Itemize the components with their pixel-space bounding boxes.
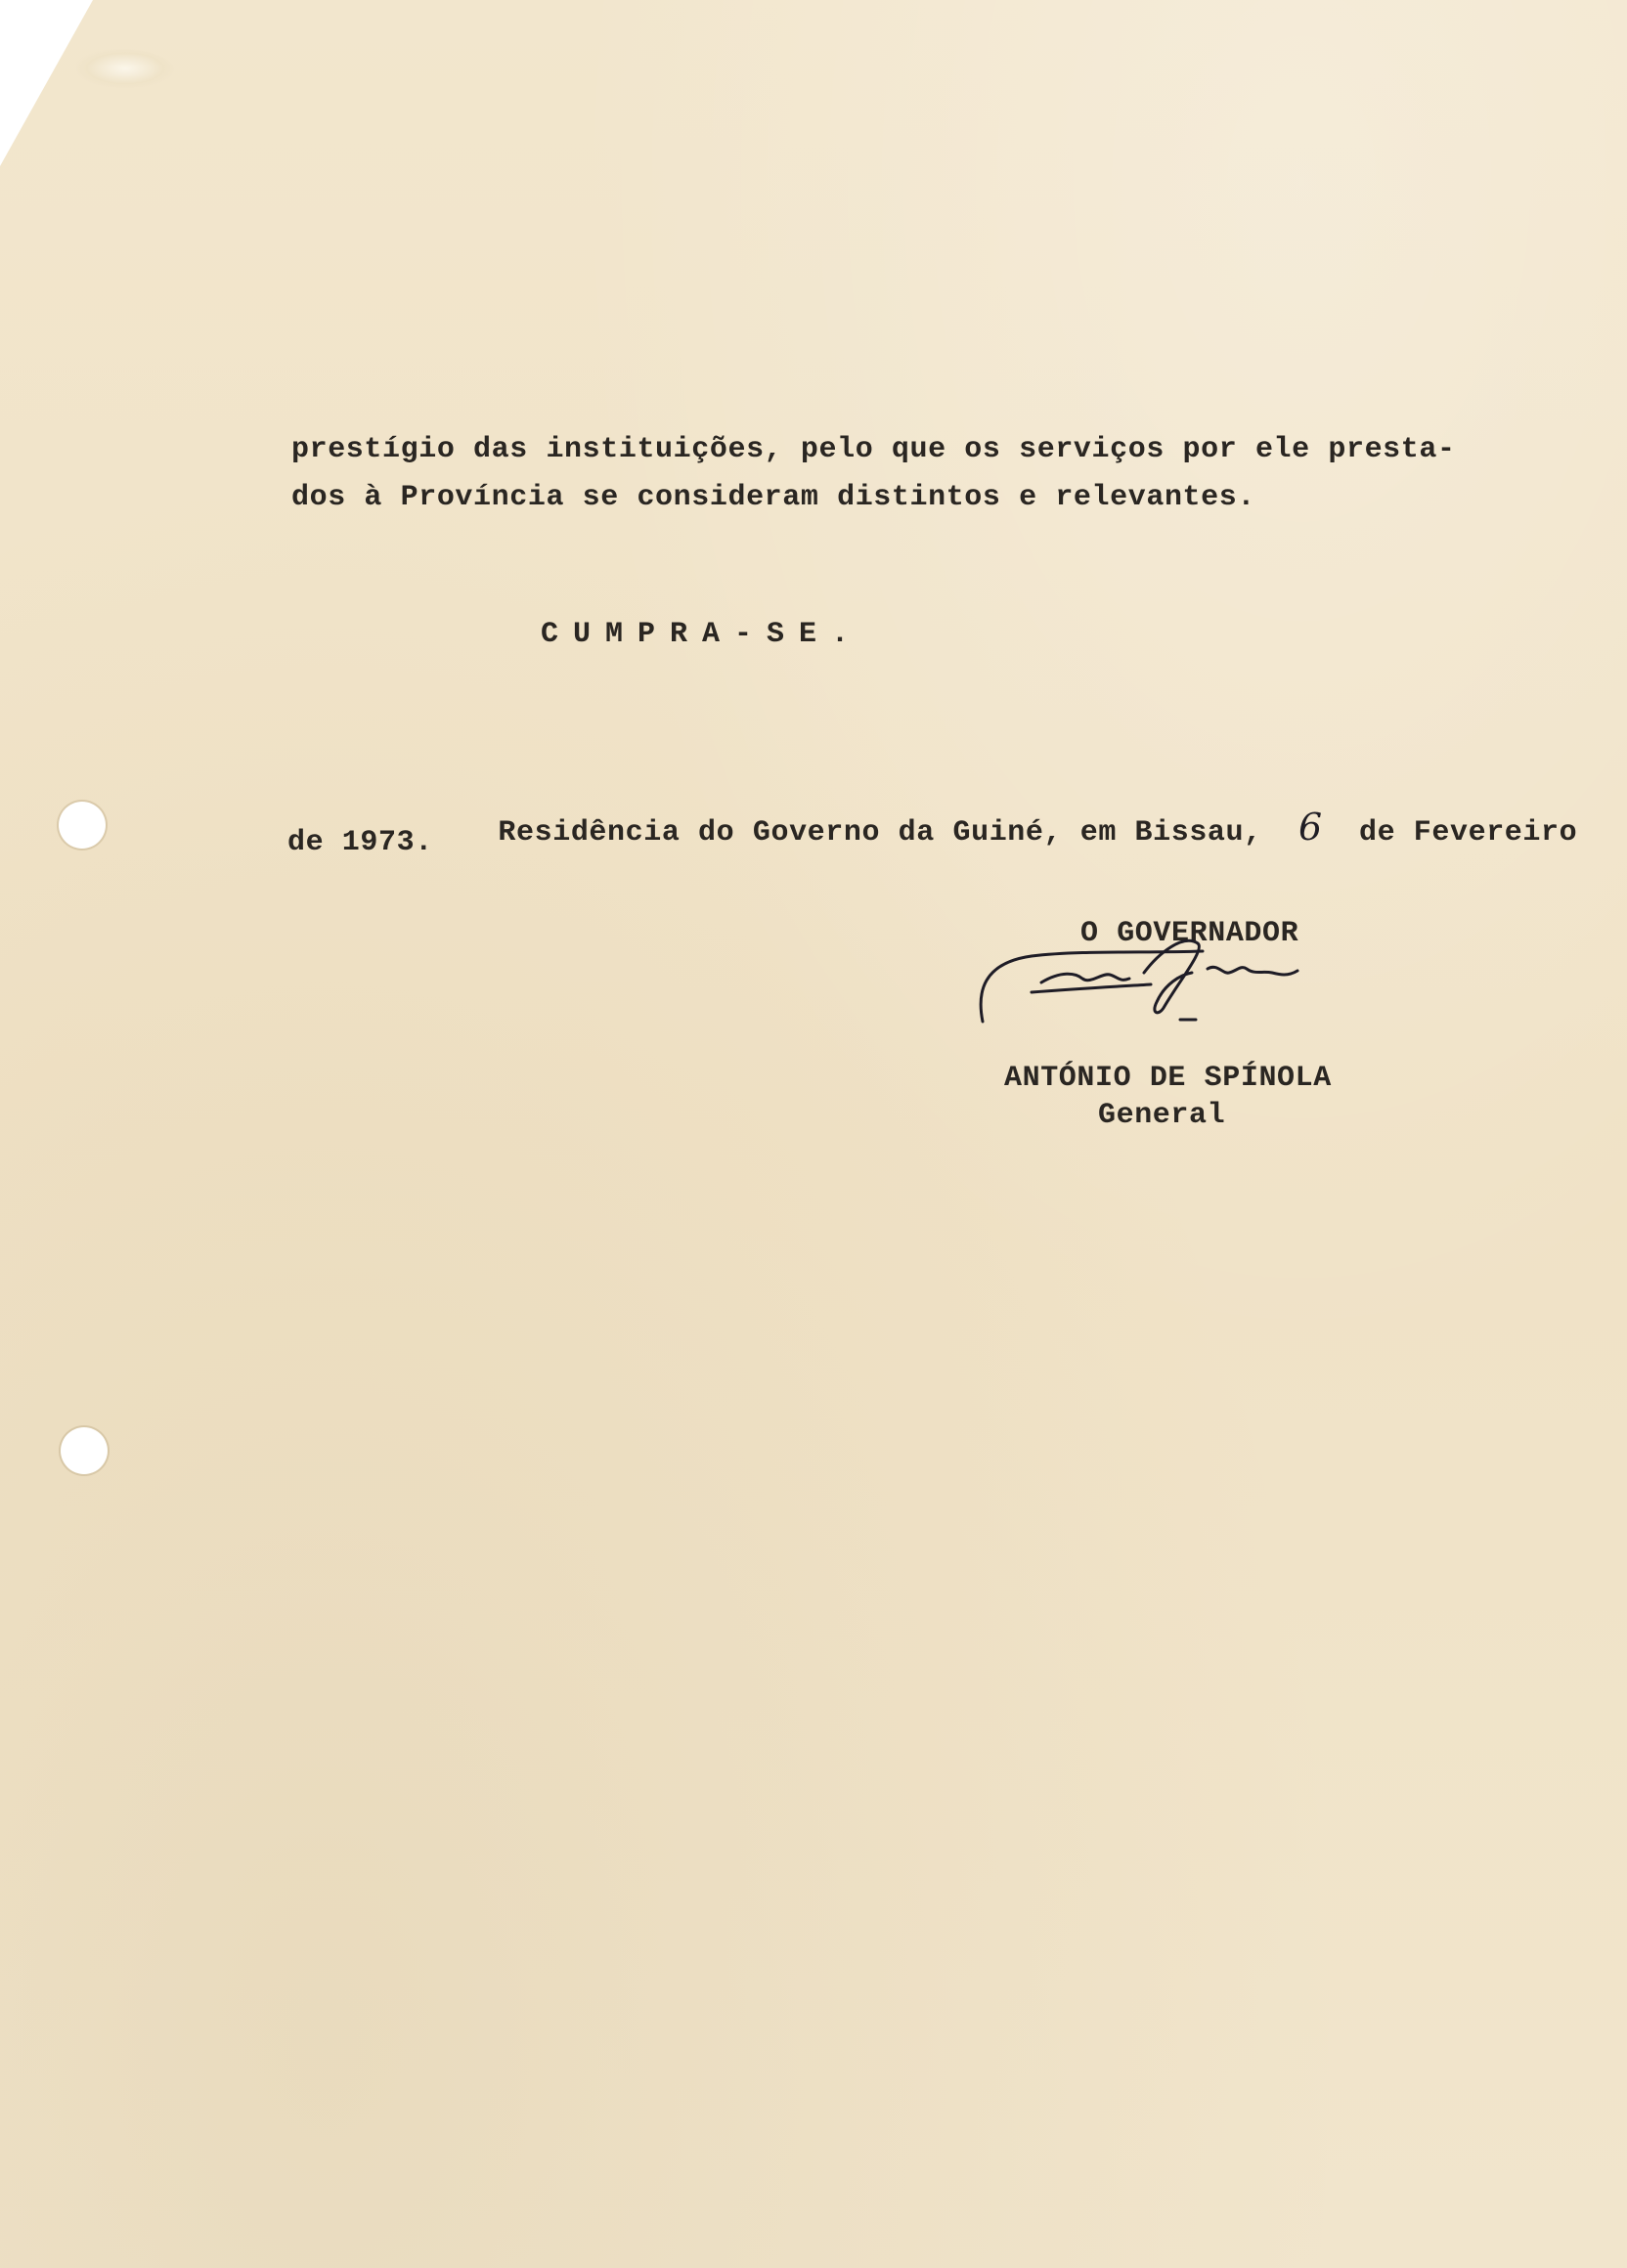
handwritten-signature (973, 914, 1325, 1031)
dateline-day: 6 (1297, 806, 1323, 849)
dateline-gap (1262, 816, 1298, 850)
body-line-1: prestígio das instituições, pelo que os serviços por ele presta- (291, 433, 1456, 466)
order-heading: CUMPRA-SE. (541, 618, 864, 651)
dateline-year: de 1973. (287, 826, 433, 859)
torn-corner-mark (76, 49, 174, 88)
body-line-2: dos à Província se consideram distintos e relevantes. (291, 481, 1255, 514)
folded-corner (0, 0, 93, 166)
dateline-prefix: Residência do Governo da Guiné, em Bissau, (498, 816, 1262, 850)
signatory-rank: General (1098, 1099, 1226, 1132)
punch-hole-upper (59, 802, 106, 849)
signatory-role: O GOVERNADOR (1080, 917, 1299, 950)
dateline-suffix: de Fevereiro (1358, 816, 1578, 850)
punch-hole-lower (61, 1427, 108, 1474)
signatory-name: ANTÓNIO DE SPÍNOLA (1004, 1062, 1332, 1095)
dateline-gap-2 (1323, 816, 1359, 850)
dateline-text (425, 779, 1577, 877)
